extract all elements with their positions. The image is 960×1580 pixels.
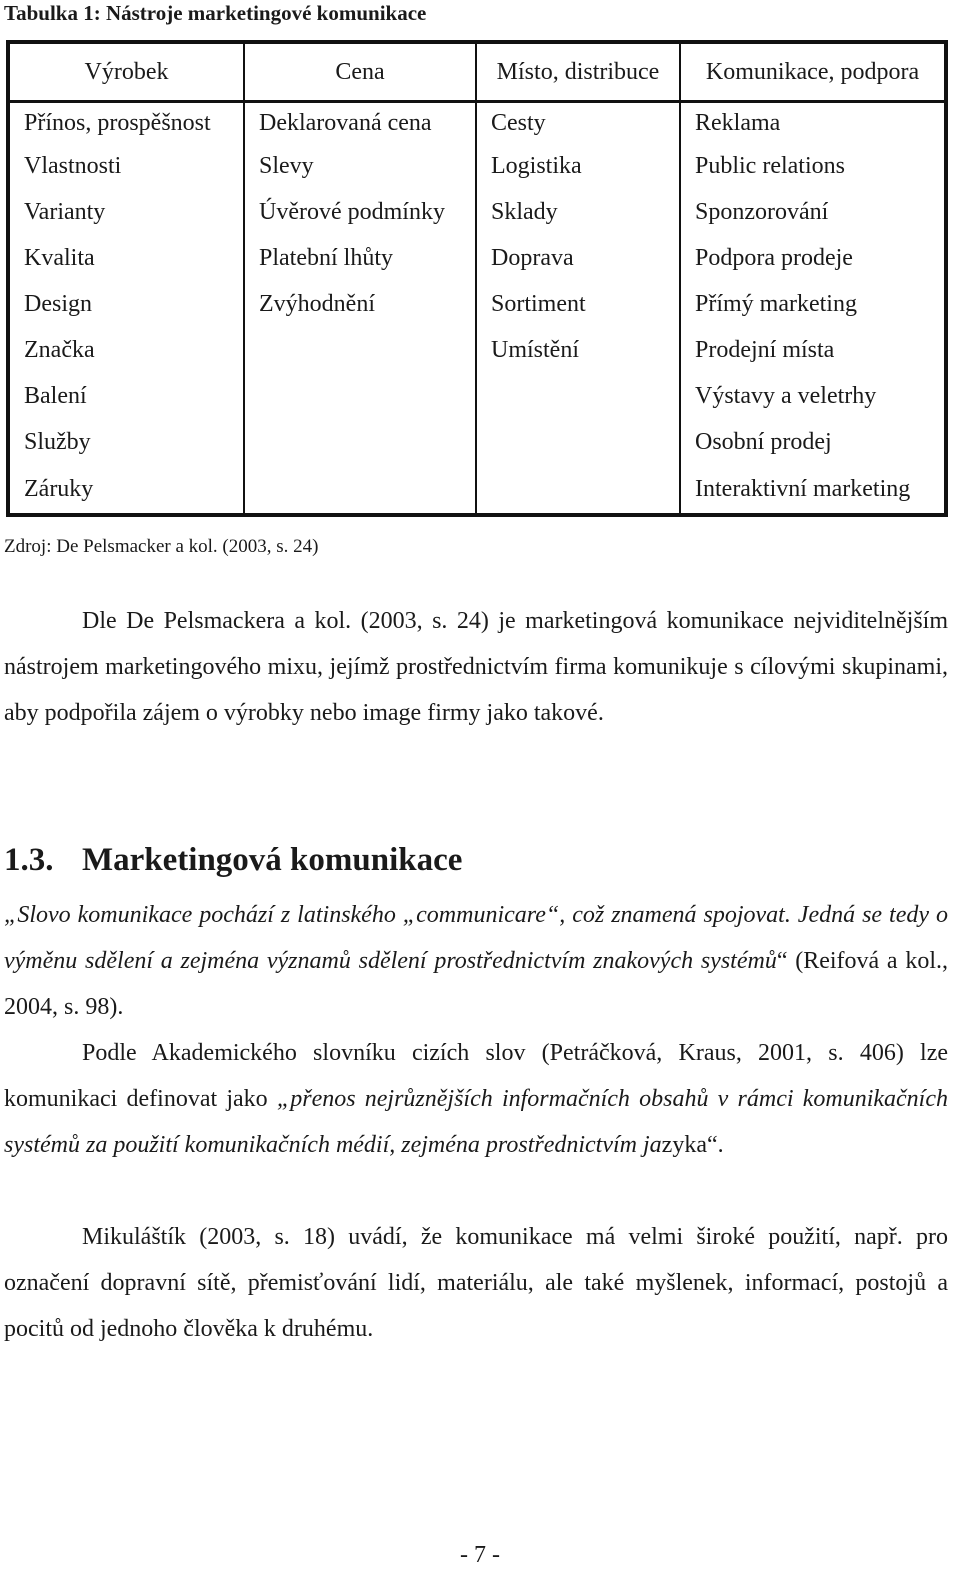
table-cell bbox=[244, 465, 476, 515]
table-cell: Záruky bbox=[24, 475, 94, 502]
table-cell: Varianty bbox=[24, 198, 106, 225]
table-caption: Tabulka 1: Nástroje marketingové komunikace bbox=[4, 1, 427, 25]
table-cell: Výstavy a veletrhy bbox=[680, 373, 946, 419]
table-cell: Přímý marketing bbox=[680, 281, 946, 327]
table-cell: Přínos, prospěšnost bbox=[24, 109, 211, 136]
quote-text: „Slovo komunikace pochází z latinského „communicare“, což znamená spojovat. Jedná se tedy o výměnu sdělení a zejména významů sdělení prostřednictvím znakových systémů bbox=[4, 902, 948, 974]
paragraph-intro: Dle De Pelsmackera a kol. (2003, s. 24) je marketingová komunikace nejviditelnějším nástrojem marketingového mixu, jejímž prostřednictvím firma komunikuje s cílovými skupinami, aby podpořila zájem o výrobky nebo image firmy jako takové. bbox=[4, 608, 948, 726]
table-cell: Public relations bbox=[680, 143, 946, 189]
table-row bbox=[8, 373, 946, 419]
table-cell: Vlastnosti bbox=[24, 152, 122, 179]
section-heading bbox=[4, 838, 462, 882]
table-row bbox=[8, 143, 946, 189]
table-cell: Sponzorování bbox=[680, 189, 946, 235]
table-cell: Sklady bbox=[476, 189, 680, 235]
table-cell: Služby bbox=[24, 428, 91, 455]
table-cell: Balení bbox=[24, 382, 87, 409]
table-cell: Slevy bbox=[244, 143, 476, 189]
table-cell: Platební lhůty bbox=[244, 235, 476, 281]
table-cell: Osobní prodej bbox=[680, 419, 946, 465]
table-row bbox=[8, 102, 946, 144]
table-cell: Reklama bbox=[680, 102, 946, 144]
table-cell: Zvýhodnění bbox=[244, 281, 476, 327]
table-row bbox=[8, 327, 946, 373]
quote-citation: “ (Reifová a kol., 2004, s. 98). bbox=[4, 948, 948, 1020]
header-product: Výrobek bbox=[8, 42, 244, 102]
table-row bbox=[8, 235, 946, 281]
definition-quote: „přenos nejrůznějších informačních obsahů v rámci komunikačních systémů za použití komunikačních médií, zejména prostřednictvím ja bbox=[4, 1086, 948, 1158]
table-header-row bbox=[8, 42, 946, 102]
table-row bbox=[8, 281, 946, 327]
table-row bbox=[8, 465, 946, 515]
paragraph-mikulastik: Mikuláštík (2003, s. 18) uvádí, že komunikace má velmi široké použití, např. pro označení dopravní sítě, přemisťování lidí, materiálu, ale také myšlenek, informací, postojů a pocitů od jednoho člověka k druhému. bbox=[4, 1224, 948, 1342]
header-place: Místo, distribuce bbox=[476, 42, 680, 102]
table-cell: Kvalita bbox=[24, 244, 95, 271]
table-cell bbox=[244, 419, 476, 465]
definition-lead: Podle Akademického slovníku cizích slov (Petráčková, Kraus, 2001, s. 406) lze komunikaci definovat jako bbox=[4, 1040, 948, 1112]
marketing-tools-table bbox=[6, 40, 948, 517]
table-row bbox=[8, 189, 946, 235]
definition-tail: zyka“. bbox=[661, 1132, 724, 1158]
table-cell: Doprava bbox=[476, 235, 680, 281]
table-cell: Sortiment bbox=[476, 281, 680, 327]
section-title: Marketingová komunikace bbox=[82, 842, 463, 878]
table-source: Zdroj: De Pelsmacker a kol. (2003, s. 24) bbox=[4, 536, 319, 557]
paragraph-quote bbox=[4, 892, 948, 1030]
table-cell bbox=[476, 419, 680, 465]
paragraph-definition bbox=[4, 1030, 948, 1168]
page-number: - 7 - bbox=[460, 1542, 500, 1568]
table-cell bbox=[476, 373, 680, 419]
table-cell: Deklarovaná cena bbox=[244, 102, 476, 144]
header-price: Cena bbox=[244, 42, 476, 102]
table-cell bbox=[476, 465, 680, 515]
table-cell: Umístění bbox=[476, 327, 680, 373]
table-cell: Interaktivní marketing bbox=[680, 465, 946, 515]
table-cell: Design bbox=[24, 290, 92, 317]
table-cell: Prodejní místa bbox=[680, 327, 946, 373]
table-cell: Značka bbox=[24, 336, 95, 363]
table-cell: Podpora prodeje bbox=[680, 235, 946, 281]
section-number: 1.3. bbox=[4, 842, 54, 878]
table-cell: Logistika bbox=[476, 143, 680, 189]
table-cell bbox=[244, 373, 476, 419]
table-cell: Úvěrové podmínky bbox=[244, 189, 476, 235]
table-row bbox=[8, 419, 946, 465]
table-cell: Cesty bbox=[476, 102, 680, 144]
header-promotion: Komunikace, podpora bbox=[680, 42, 946, 102]
table-cell bbox=[244, 327, 476, 373]
